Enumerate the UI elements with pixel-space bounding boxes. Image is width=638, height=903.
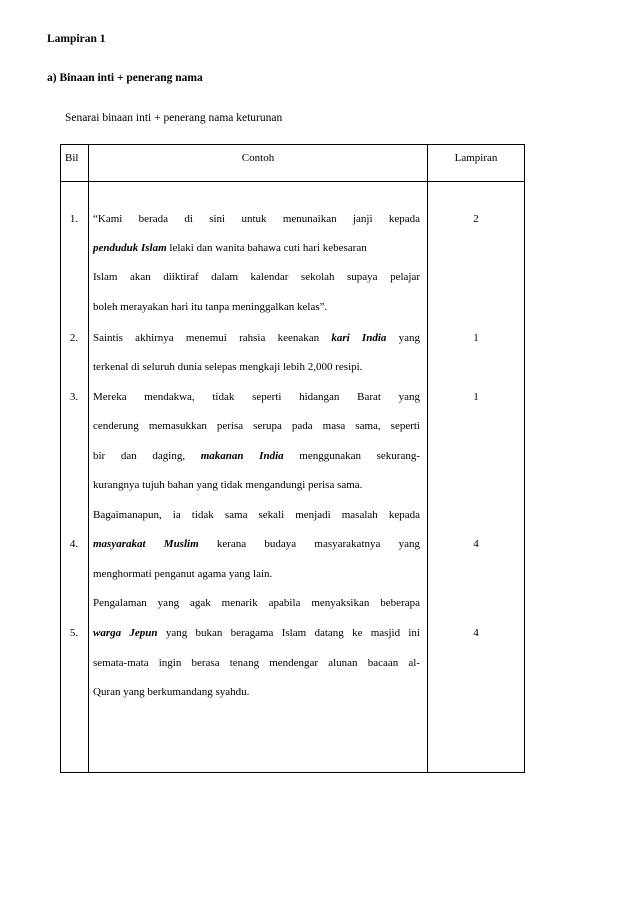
row-line — [93, 242, 420, 254]
row-line: Bagaimanapun, ia tidak sama sekali menjadi masalah kepada — [93, 509, 420, 521]
table-border-right — [524, 144, 525, 773]
row-line: Quran yang berkumandang syahdu. — [93, 686, 250, 698]
row-number: 2. — [69, 332, 79, 344]
header-lampiran: Lampiran — [454, 152, 498, 164]
row-line: boleh merayakan hari itu tanpa meninggalkan kelas”. — [93, 301, 328, 313]
row-text-rest: kerana budaya masyarakatnya yang — [198, 538, 420, 550]
row-text-pre: bir dan daging, — [93, 450, 201, 462]
row-number: 5. — [69, 627, 79, 639]
table-header-divider — [60, 181, 525, 182]
row-line: “Kami berada di sini untuk menunaikan janji kepada — [93, 213, 420, 225]
emphasis: penduduk Islam — [93, 242, 167, 254]
row-line: Mereka mendakwa, tidak seperti hidangan Barat yang — [93, 391, 420, 403]
row-line — [93, 332, 420, 344]
table-border-bottom — [60, 772, 525, 773]
header-contoh: Contoh — [241, 152, 275, 164]
row-line: cenderung memasukkan perisa serupa pada masa sama, seperti — [93, 420, 420, 432]
row-text-post: yang — [386, 332, 420, 344]
row-line: Islam akan diiktiraf dalam kalendar sekolah supaya pelajar — [93, 271, 420, 283]
row-text-post: menggunakan sekurang- — [283, 450, 421, 462]
row-lampiran: 1 — [473, 332, 479, 344]
row-text-rest: yang bukan beragama Islam datang ke masjid ini — [157, 627, 420, 639]
row-line: menghormati penganut agama yang lain. — [93, 568, 273, 580]
row-line — [93, 538, 420, 550]
intro-text: Senarai binaan inti + penerang nama keturunan — [65, 112, 283, 124]
row-lampiran: 1 — [473, 391, 479, 403]
row-lampiran: 2 — [473, 213, 479, 225]
row-lampiran: 4 — [473, 627, 479, 639]
emphasis: masyarakat Muslim — [93, 538, 199, 550]
table-border-top — [60, 144, 525, 145]
emphasis: warga Jepun — [93, 627, 158, 639]
row-line: Pengalaman yang agak menarik apabila menyaksikan beberapa — [93, 597, 420, 609]
row-line — [93, 627, 420, 639]
row-line: kurangnya tujuh bahan yang tidak mengandungi perisa sama. — [93, 479, 363, 491]
row-line: semata-mata ingin berasa tenang mendengar alunan bacaan al- — [93, 657, 420, 669]
page-heading: Lampiran 1 — [47, 33, 106, 45]
row-lampiran: 4 — [473, 538, 479, 550]
row-number: 1. — [69, 213, 79, 225]
table-border-left — [60, 144, 61, 773]
row-line: terkenal di seluruh dunia selepas mengkaji lebih 2,000 resipi. — [93, 361, 363, 373]
row-line — [93, 450, 420, 462]
section-title: a) Binaan inti + penerang nama — [47, 72, 203, 84]
row-text-rest: lelaki dan wanita bahawa cuti hari kebesaran — [166, 242, 367, 254]
table-col-divider-2 — [427, 144, 428, 773]
table-col-divider-1 — [88, 144, 89, 773]
emphasis: kari India — [331, 332, 387, 344]
row-number: 4. — [69, 538, 79, 550]
row-text-pre: Saintis akhirnya menemui rahsia keenakan — [93, 332, 332, 344]
header-bil: Bil — [65, 152, 79, 164]
row-number: 3. — [69, 391, 79, 403]
emphasis: makanan India — [200, 450, 284, 462]
